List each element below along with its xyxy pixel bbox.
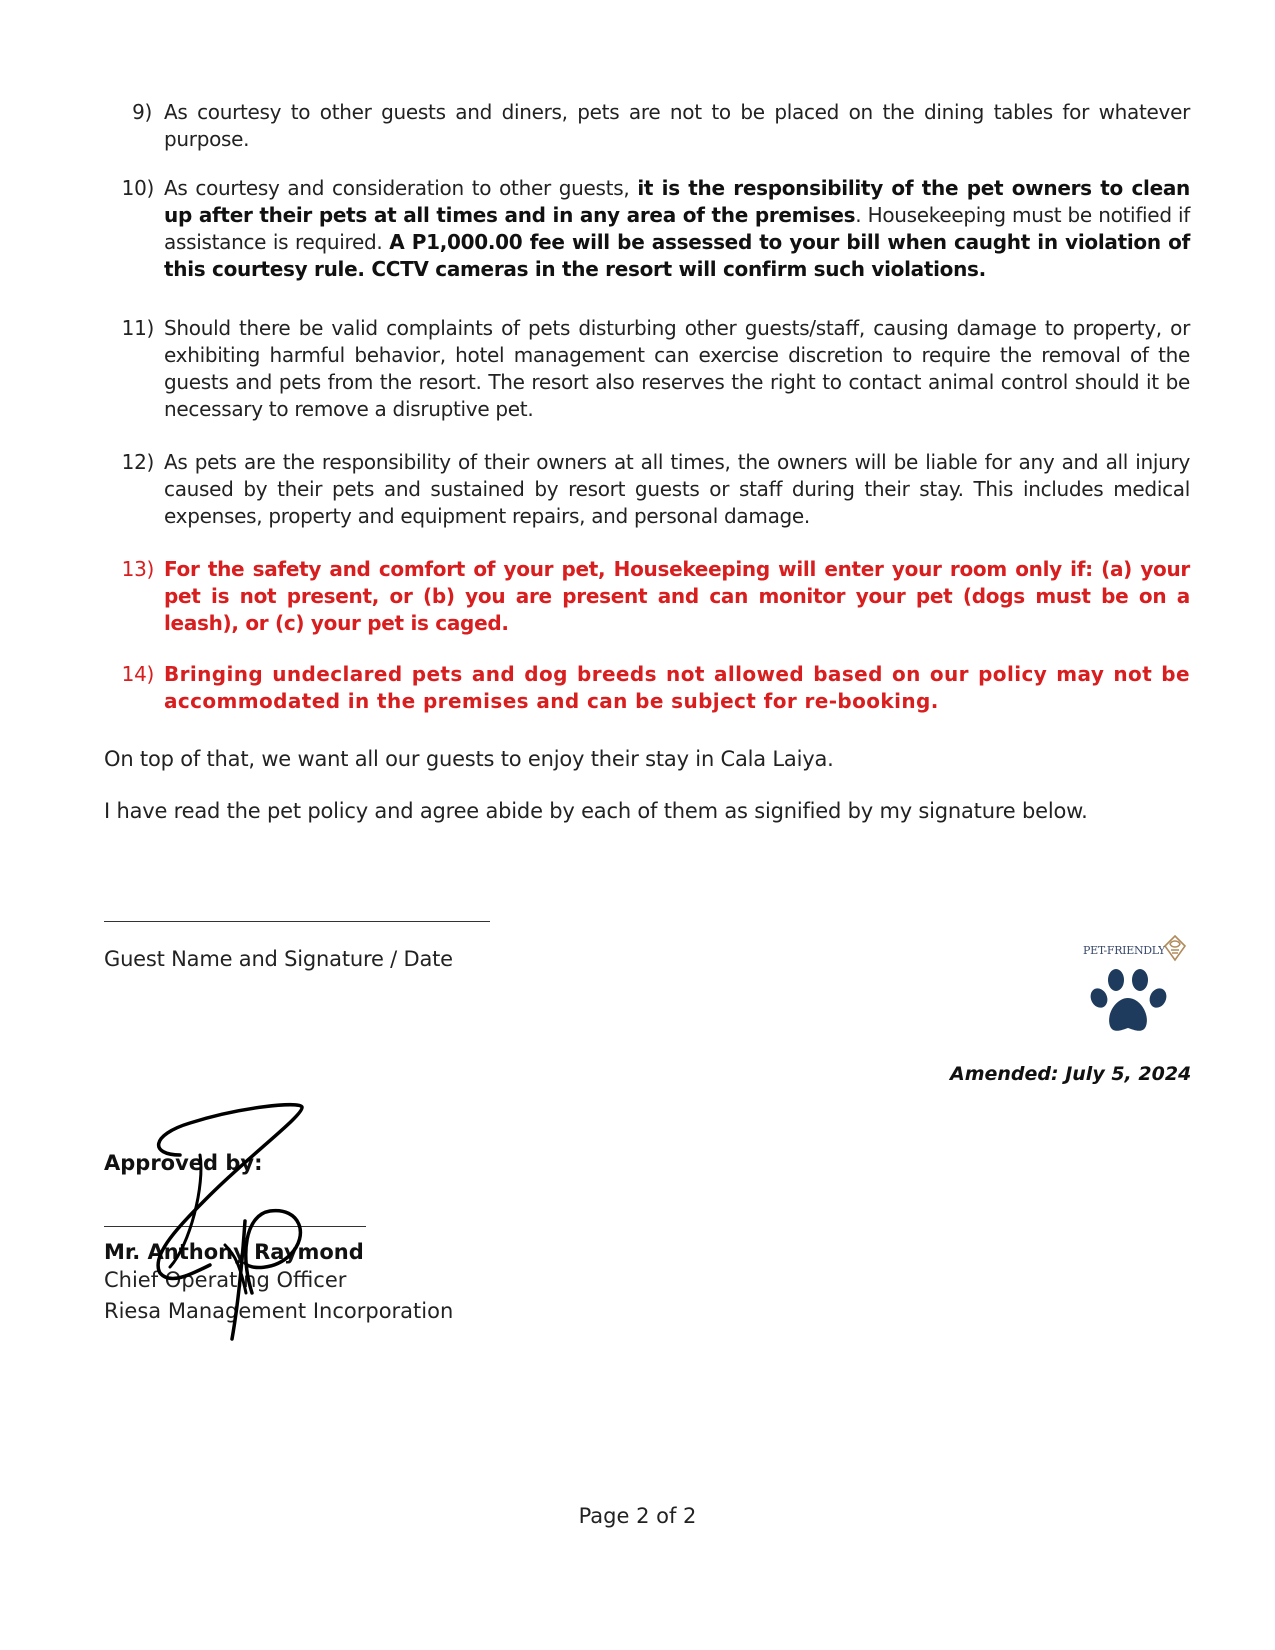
item-number: 13): [121, 557, 154, 581]
item-text: Should there be valid complaints of pets disturbing other guests/staff, causing damage to property, or exhibiting harmful behavior, hotel management can exercise discretion to require the removal of the guests and pets from the resort. The resort also reserves the right to contact animal control should it be necessary to remove a disruptive pet.: [164, 316, 1190, 421]
item-text-bold: A P1,000.00 fee will be assessed to your bill when caught in violation of this courtesy rule. CCTV cameras in the resort will confirm such violations.: [164, 230, 1190, 281]
approver-name: Mr. Anthony Raymond: [104, 1240, 364, 1264]
approver-company: Riesa Management Incorporation: [104, 1299, 454, 1323]
page-number: Page 2 of 2: [578, 1504, 697, 1528]
resort-emblem-icon: [1162, 934, 1188, 962]
item-number: 12): [121, 450, 154, 474]
paw-print-icon: [1088, 968, 1170, 1036]
agreement-statement: I have read the pet policy and agree abide by each of them as signified by my signature below.: [104, 799, 1088, 823]
item-text-part: As courtesy and consideration to other guests,: [164, 176, 638, 200]
item-number: 14): [121, 662, 154, 686]
item-number: 11): [121, 316, 154, 340]
approved-by-label: Approved by:: [104, 1151, 263, 1175]
item-text: As pets are the responsibility of their owners at all times, the owners will be liable for any and all injury caused by their pets and sustained by resort guests or staff during their stay. This includes medical expenses, property and equipment repairs, and personal damage.: [164, 450, 1190, 528]
handwritten-signature: [130, 1095, 350, 1345]
amended-date: Amended: July 5, 2024: [950, 1063, 1192, 1085]
item-text-bold: it is the responsibility of the pet owners to clean up after their pets at all times and in any area of the premises: [164, 176, 1190, 227]
pet-friendly-label: PET-FRIENDLY: [1083, 944, 1166, 957]
approver-title: Chief Operating Officer: [104, 1268, 347, 1292]
item-number: 10): [121, 176, 154, 200]
guest-signature-label: Guest Name and Signature / Date: [104, 947, 453, 971]
item-text: As courtesy to other guests and diners, pets are not to be placed on the dining tables for whatever purpose.: [164, 100, 1190, 151]
item-text-part: . Housekeeping must be notified if assistance is required.: [164, 203, 1190, 254]
item-text: Bringing undeclared pets and dog breeds not allowed based on our policy may not be accommodated in the premises and can be subject for re-booking.: [164, 662, 1190, 713]
item-number: 9): [132, 100, 152, 124]
closing-statement: On top of that, we want all our guests to enjoy their stay in Cala Laiya.: [104, 747, 834, 771]
guest-signature-line: [104, 921, 490, 922]
item-text: [164, 175, 1190, 283]
item-text: For the safety and comfort of your pet, Housekeeping will enter your room only if: (a) your pet is not present, or (b) you are present and can monitor your pet (dogs must be on a leash), or (c) your pet is caged.: [164, 557, 1190, 635]
